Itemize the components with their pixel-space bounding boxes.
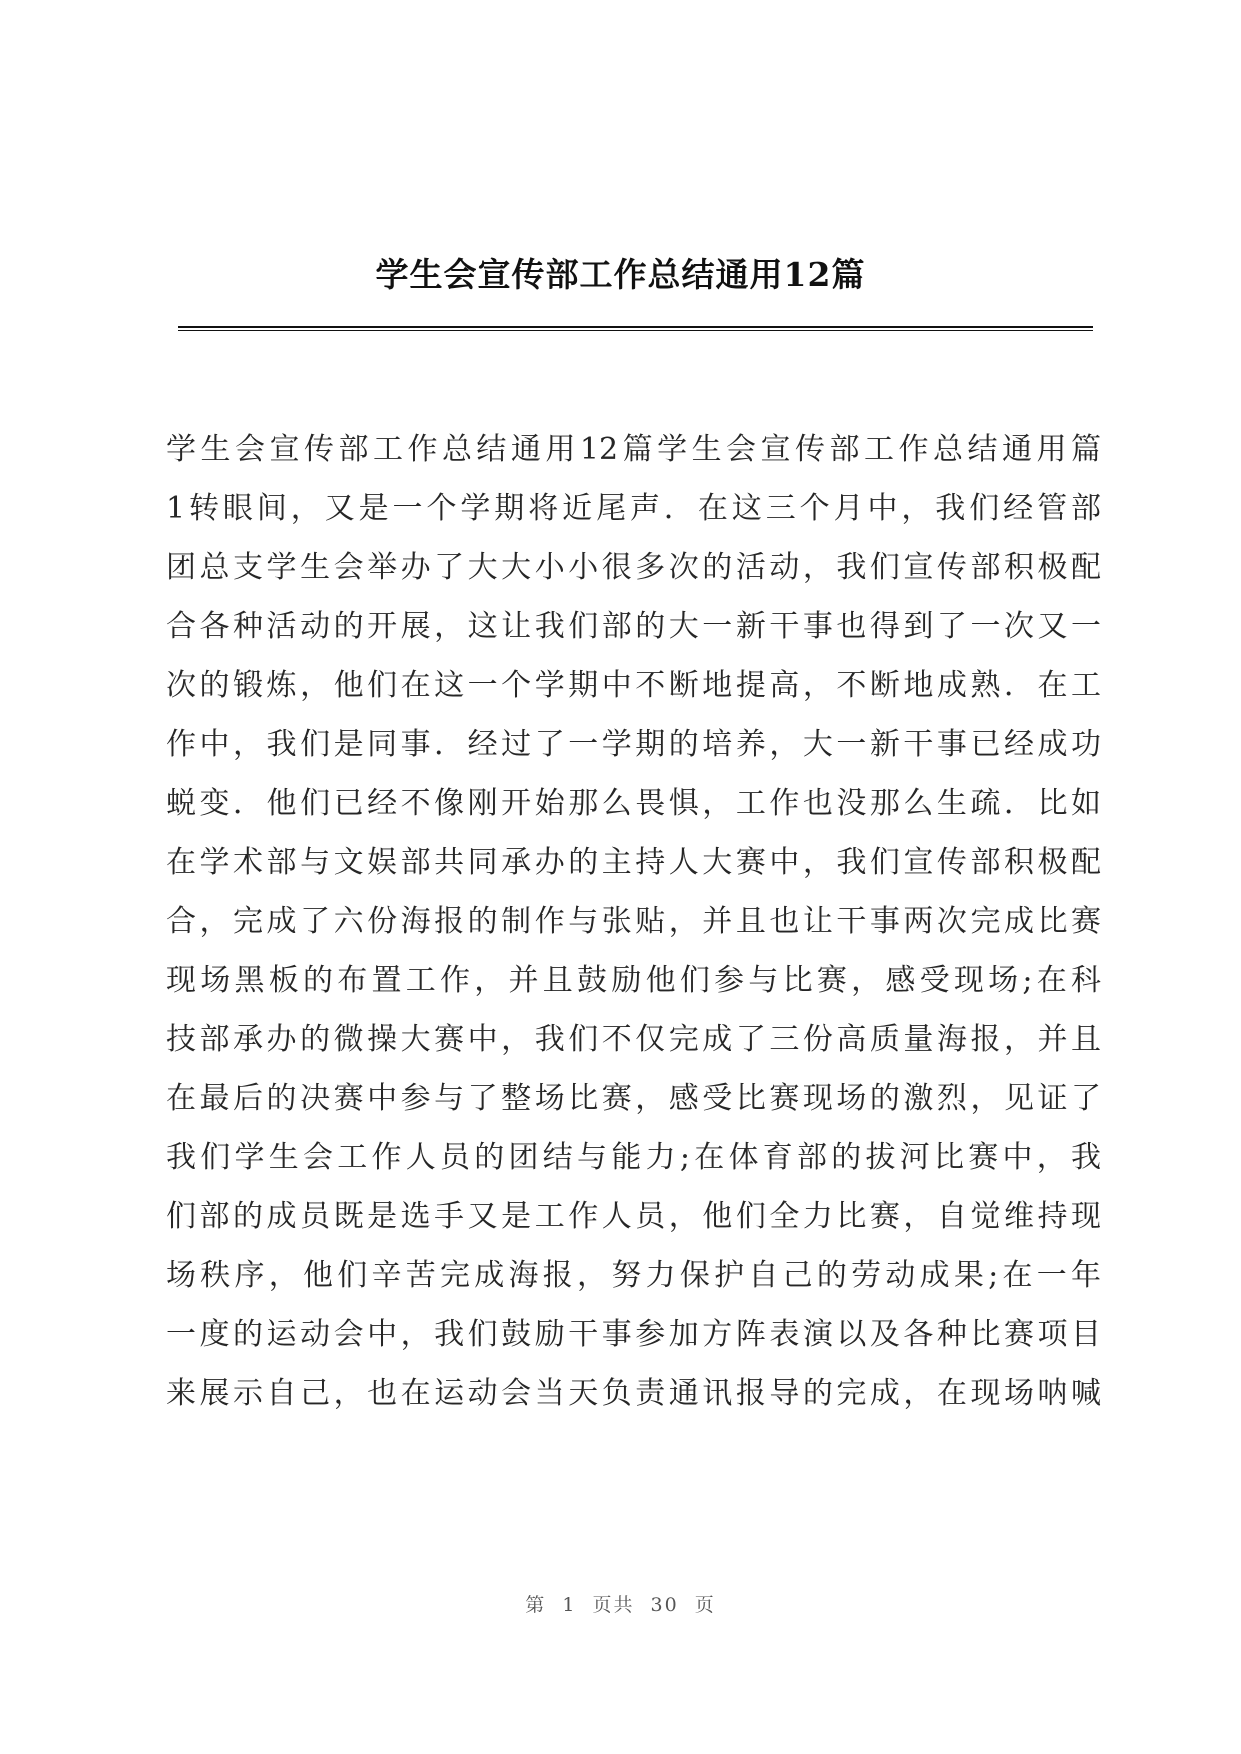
body-line: 1转眼间，又是一个学期将近尾声．在这三个月中，我们经管部 [166,491,1101,526]
body-line: 蜕变．他们已经不像刚开始那么畏惧，工作也没那么生疏．比如 [166,786,1101,821]
body-line: 一度的运动会中，我们鼓励干事参加方阵表演以及各种比赛项目 [166,1317,1101,1352]
body-line: 现场黑板的布置工作，并且鼓励他们参与比赛，感受现场;在科 [166,963,1101,998]
body-line: 合各种活动的开展，这让我们部的大一新干事也得到了一次又一 [166,609,1101,644]
body-line: 学生会宣传部工作总结通用12篇学生会宣传部工作总结通用篇 [166,432,1101,467]
body-line: 作中，我们是同事．经过了一学期的培养，大一新干事已经成功 [166,727,1101,762]
body-line: 场秩序，他们辛苦完成海报，努力保护自己的劳动成果;在一年 [166,1258,1101,1293]
body-line: 们部的成员既是选手又是工作人员，他们全力比赛，自觉维持现 [166,1199,1101,1234]
body-line: 合，完成了六份海报的制作与张贴，并且也让干事两次完成比赛 [166,904,1101,939]
body-line: 我们学生会工作人员的团结与能力;在体育部的拔河比赛中，我 [166,1140,1101,1175]
body-line: 技部承办的微操大赛中，我们不仅完成了三份高质量海报，并且 [166,1022,1101,1057]
body-line: 在最后的决赛中参与了整场比赛，感受比赛现场的激烈，见证了 [166,1081,1101,1116]
body-line: 团总支学生会举办了大大小小很多次的活动，我们宣传部积极配 [166,550,1101,585]
body-line: 来展示自己，也在运动会当天负责通讯报导的完成，在现场呐喊 [166,1376,1101,1411]
page-title: 学生会宣传部工作总结通用12篇 [375,255,866,294]
page-number-footer: 第 1 页共 30 页 [525,1594,716,1616]
body-line: 次的锻炼，他们在这一个学期中不断地提高，不断地成熟．在工 [166,668,1101,703]
title-divider [178,326,1093,331]
body-text [166,420,1101,1423]
body-line: 在学术部与文娱部共同承办的主持人大赛中，我们宣传部积极配 [166,845,1101,880]
